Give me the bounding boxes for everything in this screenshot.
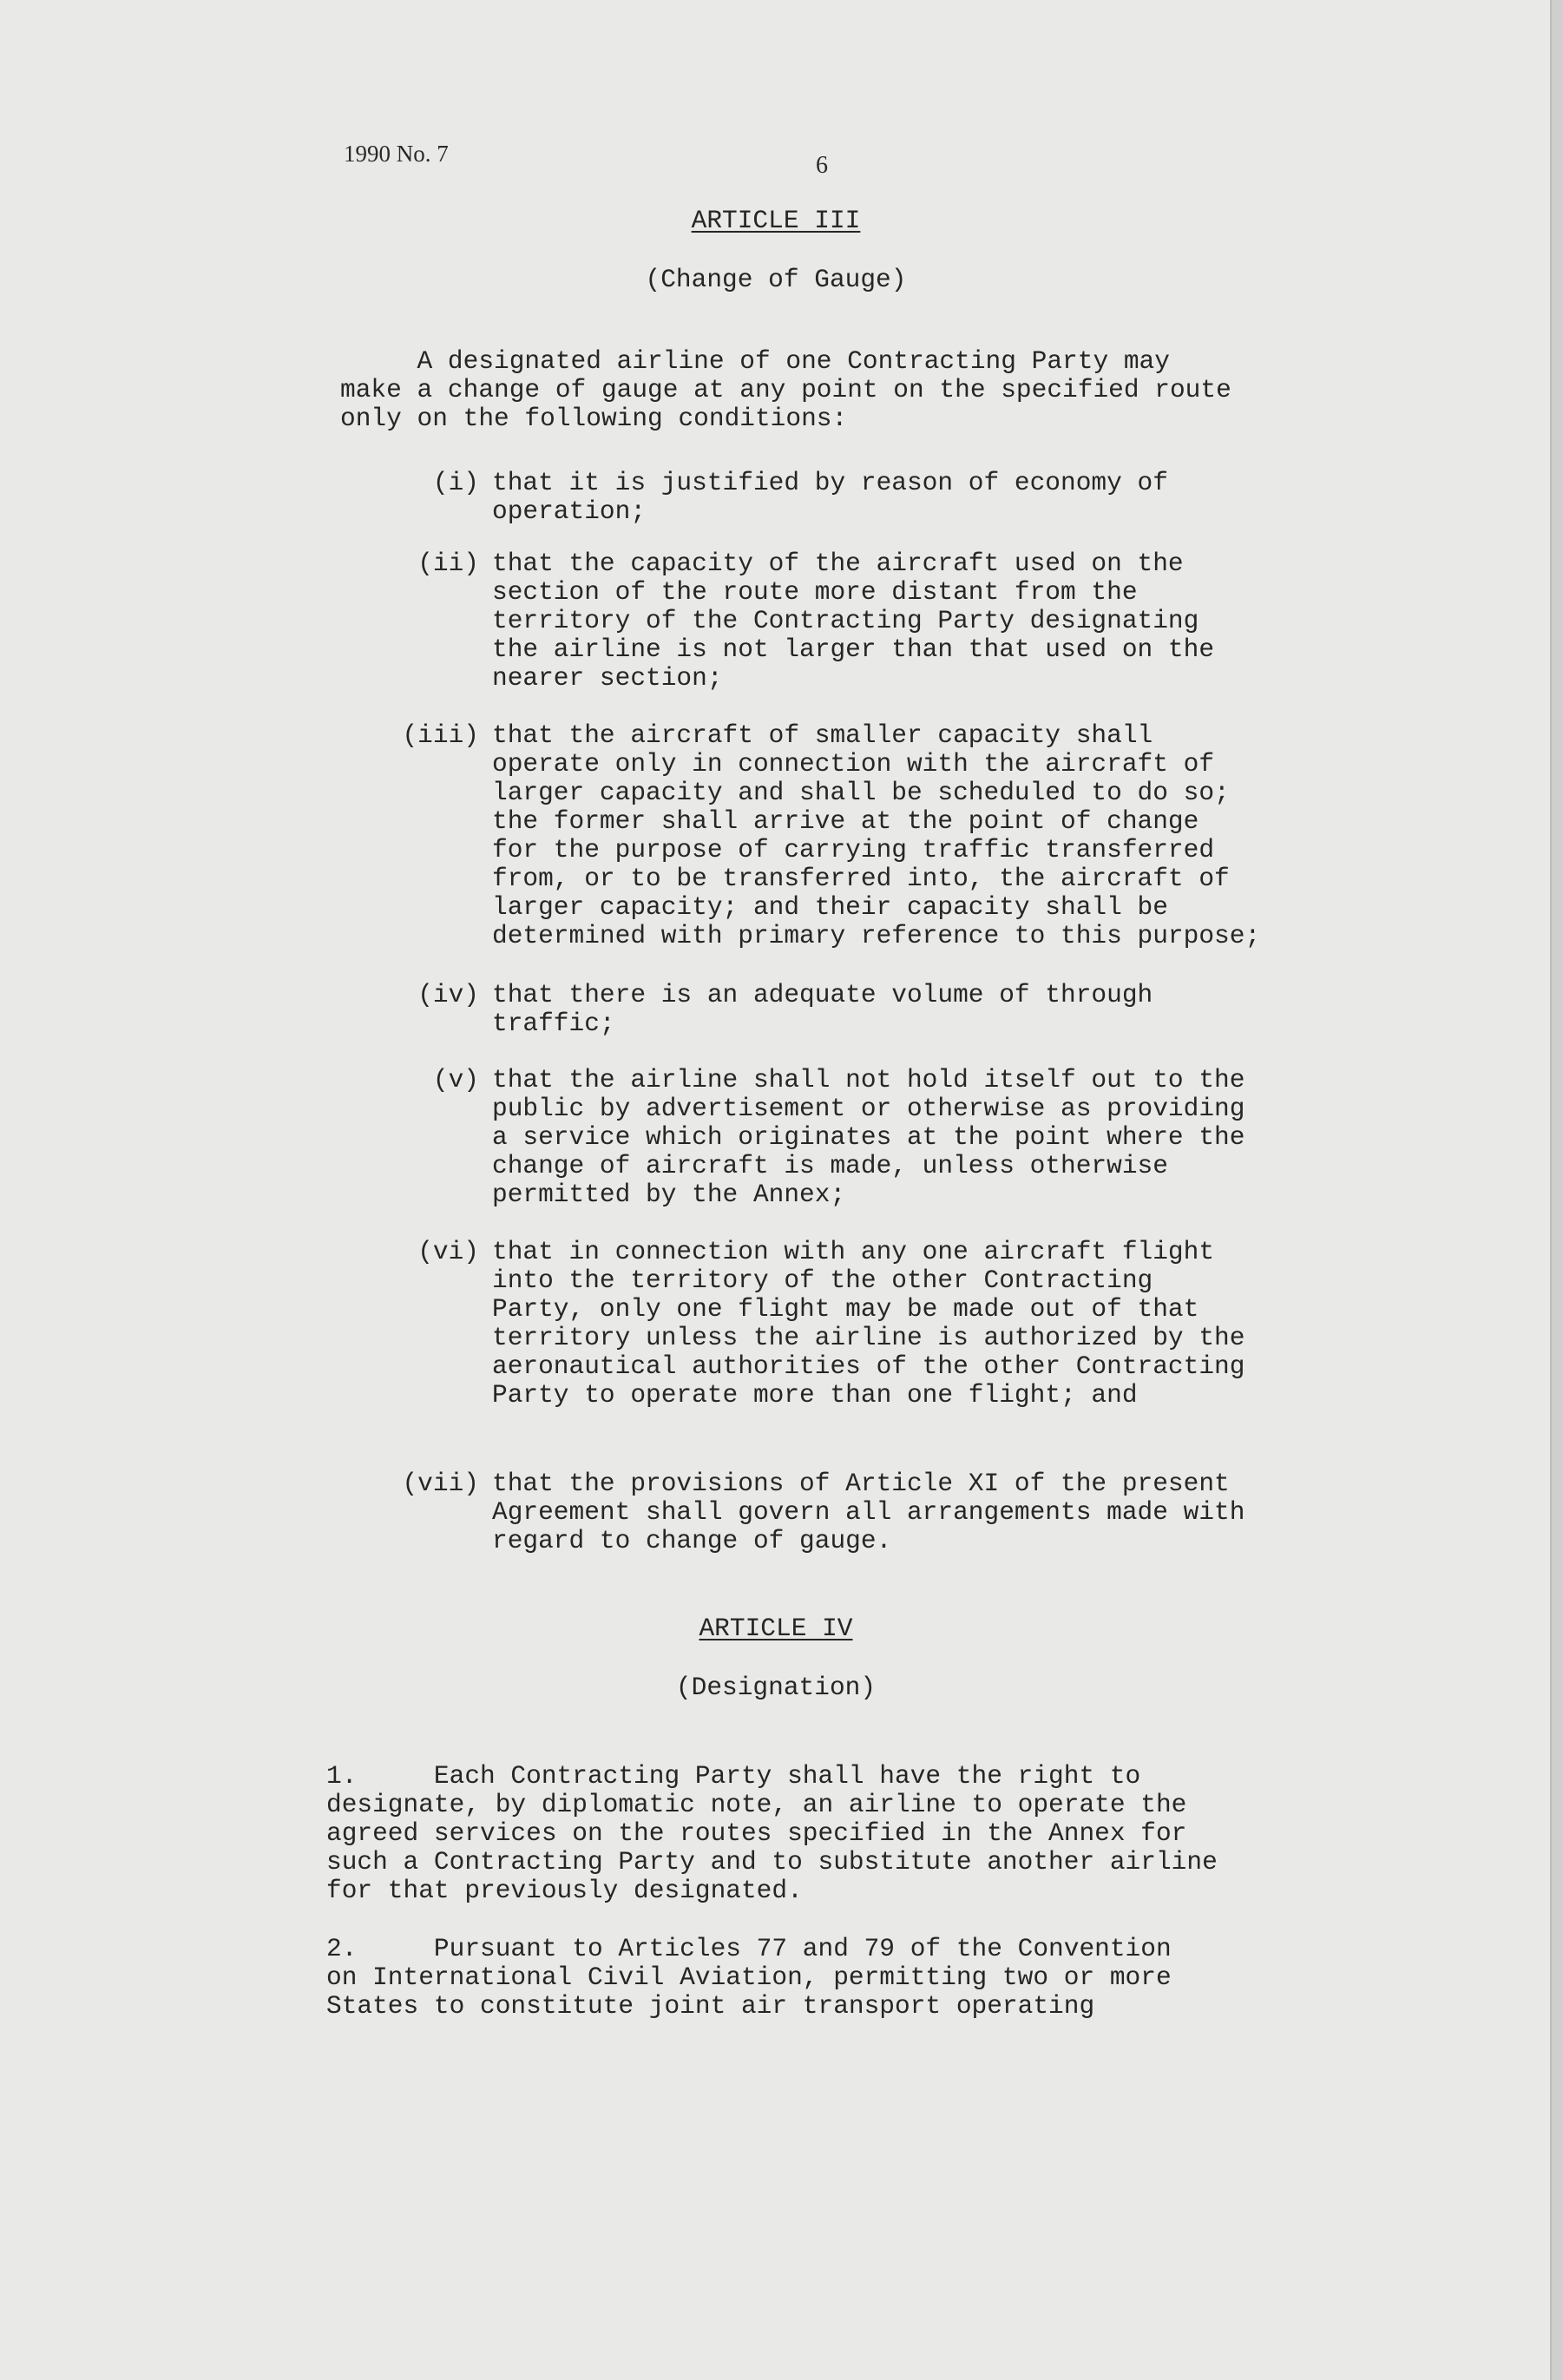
condition-text: that it is justified by reason of economy of operation; [492,468,1168,526]
article-iv-heading [0,1614,1552,1643]
condition-text: that the provisions of Article XI of the present Agreement shall govern all arrangements made with regard to change of gauge. [492,1469,1245,1555]
condition-number: (vii) [402,1469,479,1498]
page-number: 6 [816,152,828,179]
page-edge [1550,0,1563,2380]
condition-number: (vi) [417,1237,479,1266]
article-iv-paragraph-1: 1. Each Contracting Party shall have the right to designate, by diplomatic note, an airline to operate the agreed services on the routes specified in the Annex for such a Contracting Party and to substitute another airline for that previously designated. [326,1761,1218,1905]
condition-number: (v) [432,1065,479,1095]
condition-text: that the capacity of the aircraft used on the section of the route more distant from the territory of the Contracting Party designating the airline is not larger than that used on the nearer section; [492,549,1215,693]
condition-text: that the aircraft of smaller capacity shall operate only in connection with the aircraft of larger capacity and shall be scheduled to do so; the former shall arrive at the point of change for the purpose of carrying traffic transferred from, or to be transferred into, the aircraft of larger capacity; and their capacity shall be determined with primary reference to this purpose; [492,720,1261,950]
condition-text: that there is an adequate volume of through traffic; [492,980,1153,1038]
condition-number: (i) [432,468,479,497]
article-iv-paragraph-2: 2. Pursuant to Articles 77 and 79 of the Convention on International Civil Aviation, permitting two or more States to constitute joint air transport operating [326,1934,1172,2021]
article-iii-heading [0,207,1552,235]
article-iii-intro: A designated airline of one Contracting Party may make a change of gauge at any point on the specified route only on the following conditions: [340,346,1231,433]
condition-number: (iii) [402,720,479,750]
article-iv-title: ARTICLE IV [699,1614,853,1643]
condition-number: (ii) [417,549,479,578]
condition-text: that the airline shall not hold itself out to the public by advertisement or otherwise as providing a service which originates at the point where the change of aircraft is made, unless otherwise permitted by the Annex; [492,1065,1245,1209]
article-iv-subtitle: (Designation) [675,1673,877,1702]
condition-text: that in connection with any one aircraft flight into the territory of the other Contracting Party, only one flight may be made out of that territory unless the airline is authorized by the aeronautical authorities of the other Contracting Party to operate more than one flight; and [492,1237,1245,1410]
article-iii-title: ARTICLE III [691,206,861,235]
document-reference: 1990 No. 7 [344,141,449,167]
article-iii-subtitle: (Change of Gauge) [645,265,907,294]
condition-number: (iv) [417,980,479,1009]
